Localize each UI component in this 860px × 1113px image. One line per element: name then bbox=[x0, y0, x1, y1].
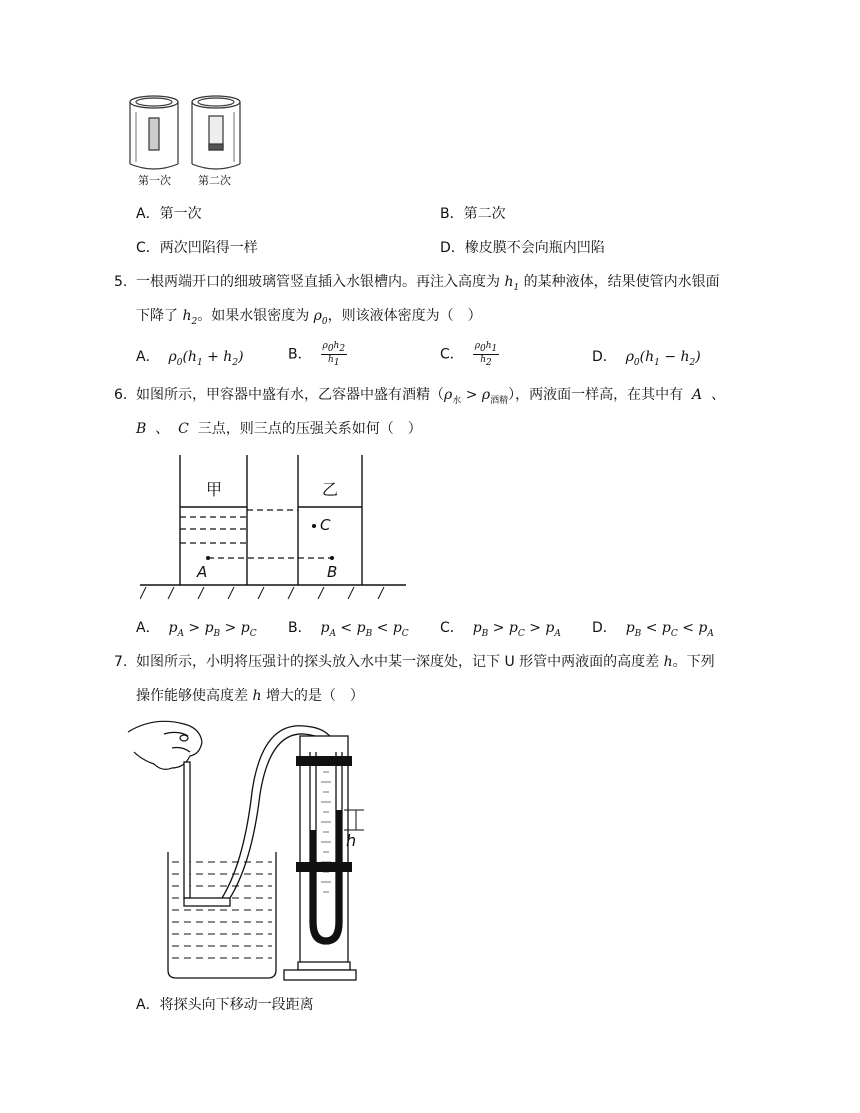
q6-line2: B 、 C 三点，则三点的压强关系如何（ ） bbox=[136, 421, 422, 437]
point-c bbox=[312, 524, 316, 528]
label-b: B bbox=[327, 563, 338, 581]
label-second: 第二次 bbox=[198, 174, 231, 187]
hand-icon bbox=[128, 721, 202, 769]
label-h: h bbox=[346, 831, 357, 850]
q5-number: 5. bbox=[114, 274, 128, 290]
q4-option-a: A．第一次 bbox=[136, 206, 202, 222]
q6-option-b: B． $p_A < p_B < p_C$ bbox=[288, 620, 409, 639]
q6-option-c: C． $p_B > p_C > p_A$ bbox=[440, 620, 561, 639]
q4-figure bbox=[128, 92, 244, 188]
point-a bbox=[206, 556, 210, 560]
q4-option-c: C．两次凹陷得一样 bbox=[136, 240, 258, 256]
q5-line1: 5. 一根两端开口的细玻璃管竖直插入水银槽内。再注入高度为 $h_1$ 的某种液体，结果使管内水银面 bbox=[114, 271, 720, 299]
q5-line2: 下降了 $h_2$。如果水银密度为 $\rho_0$，则该液体密度为（ ） bbox=[136, 308, 482, 327]
label-first: 第一次 bbox=[138, 174, 171, 187]
q6-option-d: D． $p_B < p_C < p_A$ bbox=[592, 620, 714, 639]
q7-figure bbox=[124, 712, 374, 982]
q6-line1: 6. 如图所示，甲容器中盛有水，乙容器中盛有酒精$(\rho_水 > \rho_{酒精})$，两液面一样高，在其中有 A 、 bbox=[114, 387, 726, 406]
q5-option-b: B． $\frac{\rho_0h_2}{h_1}$ bbox=[288, 341, 346, 368]
label-a: A bbox=[197, 563, 208, 581]
label-c: C bbox=[320, 516, 331, 534]
q5-option-d: D． $\rho_0(h_1 - h_2)$ bbox=[592, 349, 701, 368]
q5-option-c: C． $\frac{\rho_0h_1}{h_2}$ bbox=[440, 341, 498, 368]
q6-figure bbox=[140, 455, 406, 603]
label-yi: 乙 bbox=[322, 480, 339, 499]
jar-first bbox=[130, 96, 178, 169]
q4-option-b: B．第二次 bbox=[440, 206, 506, 222]
q7-option-a: A．将探头向下移动一段距离 bbox=[136, 997, 314, 1013]
q7-line1: 7. 如图所示，小明将压强计的探头放入水中某一深度处，记下 U 形管中两液面的高度差 h。下列 bbox=[114, 654, 715, 670]
point-b bbox=[330, 556, 334, 560]
jar-second bbox=[192, 96, 240, 169]
label-jia: 甲 bbox=[206, 480, 223, 499]
q7-line2: 操作能够使高度差 h 增大的是（ ） bbox=[136, 688, 364, 704]
q5-option-a: A． $\rho_0(h_1 + h_2)$ bbox=[136, 349, 244, 368]
q4-option-d: D．橡皮膜不会向瓶内凹陷 bbox=[440, 240, 605, 256]
q6-option-a: A． $p_A > p_B > p_C$ bbox=[136, 620, 257, 639]
